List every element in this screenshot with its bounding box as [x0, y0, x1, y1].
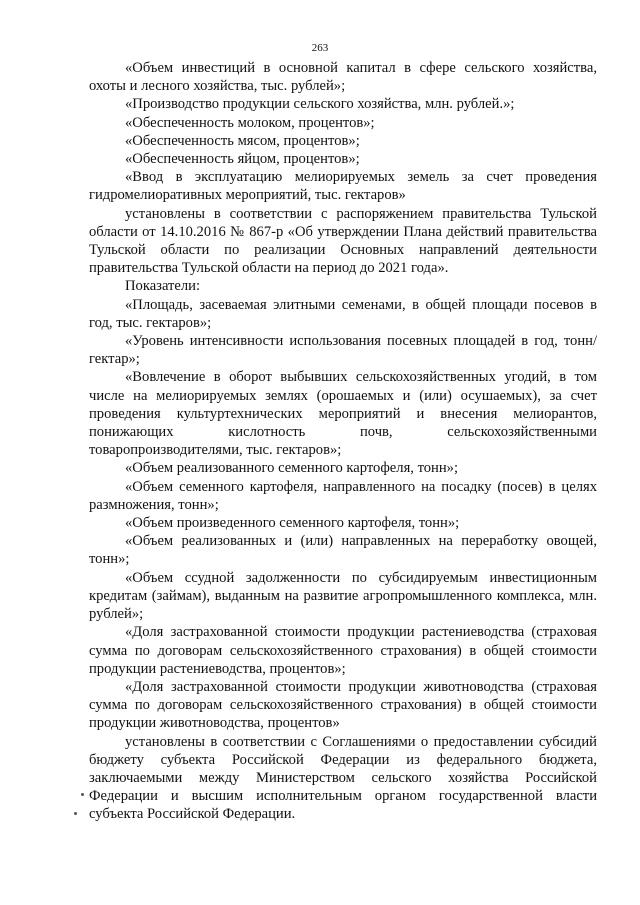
- paragraph: «Площадь, засеваемая элитными семенами, в общей площади посевов в год, тыс. гектаров»;: [89, 296, 597, 331]
- paragraph: «Обеспеченность мясом, процентов»;: [125, 132, 360, 149]
- paragraph: «Обеспеченность яйцом, процентов»;: [125, 151, 360, 168]
- paragraph: «Уровень интенсивности использования посевных площадей в год, тонн/гектар»;: [89, 333, 597, 368]
- scan-speck: [81, 793, 84, 796]
- scan-speck: [74, 812, 77, 815]
- paragraph: «Доля застрахованной стоимости продукции растениеводства (страховая сумма по договорам сельскохозяйственного страхования) в общей стоимости продукции растениеводства, процентов»;: [89, 624, 597, 677]
- paragraph: «Обеспеченность молоком, процентов»;: [125, 114, 375, 131]
- document-body: [89, 59, 597, 824]
- paragraph: установлены в соответствии с Соглашениями о предоставлении субсидий бюджету субъекта Российской Федерации из федерального бюджета, заключаемыми между Министерством сельского хозяйства Российской Федерации и высшим исполнительным органом государственной власти субъекта Российской Федерации.: [89, 733, 597, 823]
- paragraph: «Объем реализованного семенного картофеля, тонн»;: [125, 460, 459, 477]
- paragraph: «Производство продукции сельского хозяйства, млн. рублей.»;: [125, 96, 515, 113]
- paragraph: «Вовлечение в оборот выбывших сельскохозяйственных угодий, в том числе на мелиорируемых землях (орошаемых и (или) осушаемых), за счет проведения культуртехнических мероприятий и внесения мелиорантов, понижающих кислотность почв, сельскохозяйственными товаропроизводителями, тыс. гектаров»;: [89, 369, 597, 459]
- paragraph: установлены в соответствии с распоряжением правительства Тульской области от 14.10.2016 № 867-р «Об утверждении Плана действий правительства Тульской области по реализации Основных направлений деятельности правительства Тульской области на период до 2021 года».: [89, 205, 597, 277]
- paragraph: «Ввод в эксплуатацию мелиорируемых земель за счет проведения гидромелиоративных мероприятий, тыс. гектаров»: [89, 169, 597, 204]
- paragraph: «Объем реализованных и (или) направленных на переработку овощей, тонн»;: [89, 533, 597, 568]
- paragraph: «Объем семенного картофеля, направленного на посадку (посев) в целях размножения, тонн»;: [89, 478, 597, 513]
- page-number: 263: [311, 42, 329, 54]
- paragraph: «Объем произведенного семенного картофеля, тонн»;: [125, 515, 460, 532]
- paragraph: Показатели:: [125, 278, 201, 295]
- paragraph: «Объем ссудной задолженности по субсидируемым инвестиционным кредитам (займам), выданным на развитие агропромышленного комплекса, млн. рублей»;: [89, 569, 597, 623]
- paragraph: «Объем инвестиций в основной капитал в сфере сельского хозяйства, охоты и лесного хозяйства, тыс. рублей»;: [89, 60, 597, 95]
- paragraph: «Доля застрахованной стоимости продукции животноводства (страховая сумма по договорам сельскохозяйственного страхования) в общей стоимости продукции животноводства, процентов»: [89, 678, 597, 732]
